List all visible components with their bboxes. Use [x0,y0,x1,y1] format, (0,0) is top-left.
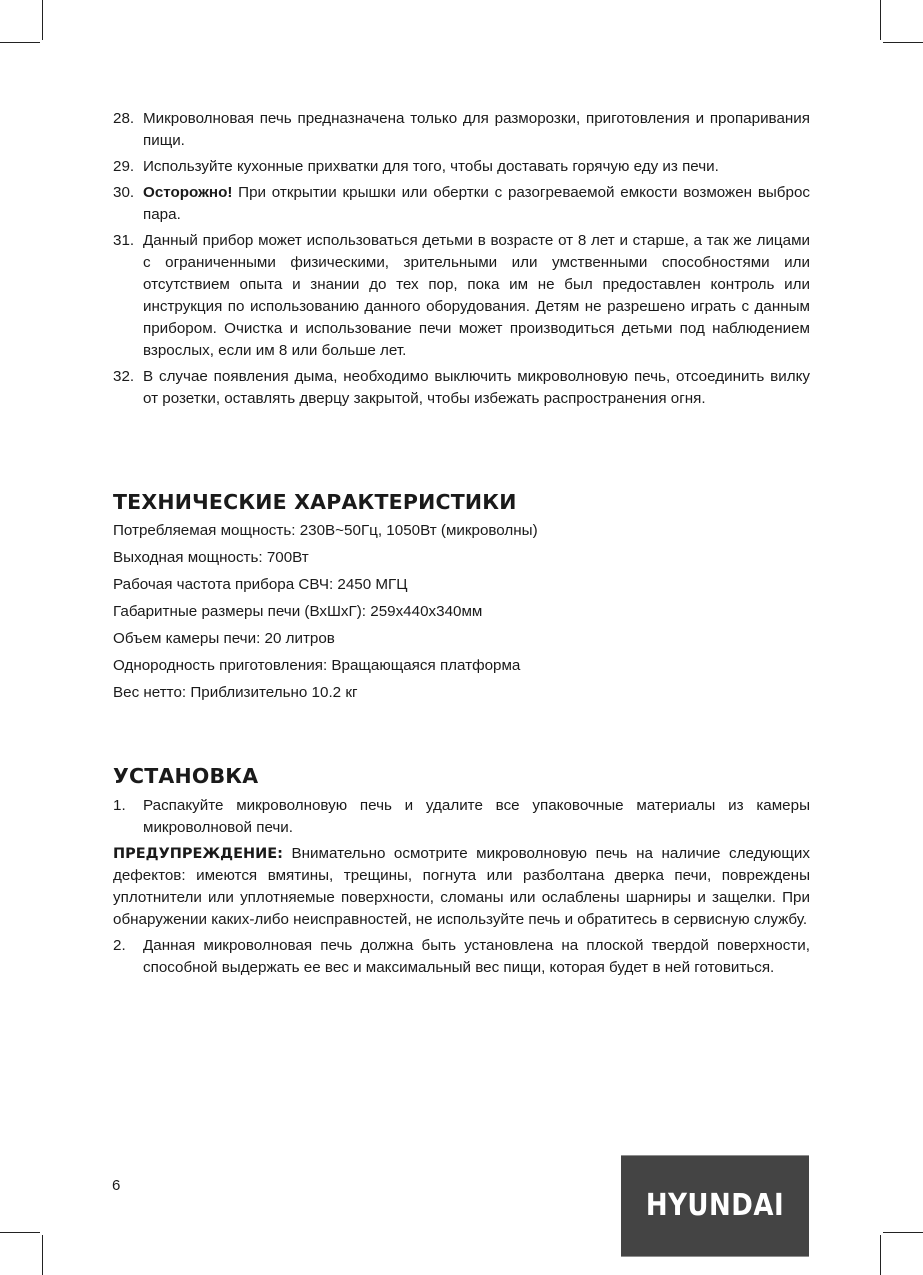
item-text: Данная микроволновая печь должна быть установлена на плоской твердой поверхности, способной выдержать ее вес и максимальный вес пищи, которая будет в ней готовиться. [143,937,810,976]
spec-line: Выходная мощность: 700Вт [113,549,309,566]
spec-line: Объем камеры печи: 20 литров [113,630,335,647]
caution-label: Осторожно! [143,184,233,201]
item-number: 1. [113,797,126,814]
crop-mark [42,1235,43,1275]
item-number: 28. [113,110,135,127]
item-text: Микроволновая печь предназначена только для разморозки, приготовления и пропаривания пищи. [143,110,810,149]
item-text: Используйте кухонные прихватки для того, чтобы доставать горячую еду из печи. [143,158,719,175]
crop-mark [42,0,43,40]
crop-mark [0,1232,40,1233]
item-number: 32. [113,368,135,385]
list-item [113,366,810,410]
spec-line: Вес нетто: Приблизительно 10.2 кг [113,684,358,701]
item-number: 31. [113,232,135,249]
crop-mark [883,1232,923,1233]
spec-line: Потребляемая мощность: 230В~50Гц, 1050Вт (микроволны) [113,522,538,539]
item-text: Распакуйте микроволновую печь и удалите все упаковочные материалы из камеры микроволновой печи. [143,797,810,836]
crop-mark [883,42,923,43]
list-item [113,156,810,178]
spec-line: Рабочая частота прибора СВЧ: 2450 МГЦ [113,576,408,593]
item-number: 2. [113,937,126,954]
item-text: В случае появления дыма, необходимо выключить микроволновую печь, отсоединить вилку от розетки, оставлять дверцу закрытой, чтобы избежать распространения огня. [143,368,810,407]
item-number: 29. [113,158,135,175]
item-text: При открытии крышки или обертки с разогреваемой емкости возможен выброс пара. [143,184,810,223]
safety-list [113,108,810,410]
list-item [113,230,810,362]
list-item [113,935,810,979]
page-number: 6 [112,1177,121,1194]
install-heading: УСТАНОВКА [113,764,259,788]
page-content [113,108,810,979]
warning-label: ПРЕДУПРЕЖДЕНИЕ: [113,846,283,862]
crop-mark [0,42,40,43]
list-item [113,795,810,839]
warning-paragraph [113,843,810,931]
crop-mark [880,1235,881,1275]
spec-line: Габаритные размеры печи (ВхШхГ): 259х440х340мм [113,603,483,620]
spec-line: Однородность приготовления: Вращающаяся платформа [113,657,521,674]
warning-text: Внимательно осмотрите микроволновую печь на наличие следующих дефектов: имеются вмятины, трещины, погнута или разболтана дверка печи, повреждены уплотнители или уплотняемые поверхности, сломаны или ослаблены шарниры и защелки. При обнаружении каких-либо неисправностей, не используйте печь и обратитесь в сервисную службу. [113,845,810,928]
specs-heading: ТЕХНИЧЕСКИЕ ХАРАКТЕРИСТИКИ [113,490,517,514]
item-text: Данный прибор может использоваться детьми в возрасте от 8 лет и старше, а так же лицами с ограниченными физическими, зрительными или умственными способностями или отсутствием опыта и знании до тех пор, пока им не был предоставлен контроль или инструкция по использованию данного оборудования. Детям не разрешено играть с данным прибором. Очистка и использование печи может производиться детьми под наблюдением взрослых, если им 8 или больше лет. [143,232,810,359]
list-item [113,108,810,152]
crop-mark [880,0,881,40]
item-number: 30. [113,184,135,201]
brand-logo: HYUNDAI [621,1155,809,1256]
list-item [113,182,810,226]
specs-list [113,517,810,706]
